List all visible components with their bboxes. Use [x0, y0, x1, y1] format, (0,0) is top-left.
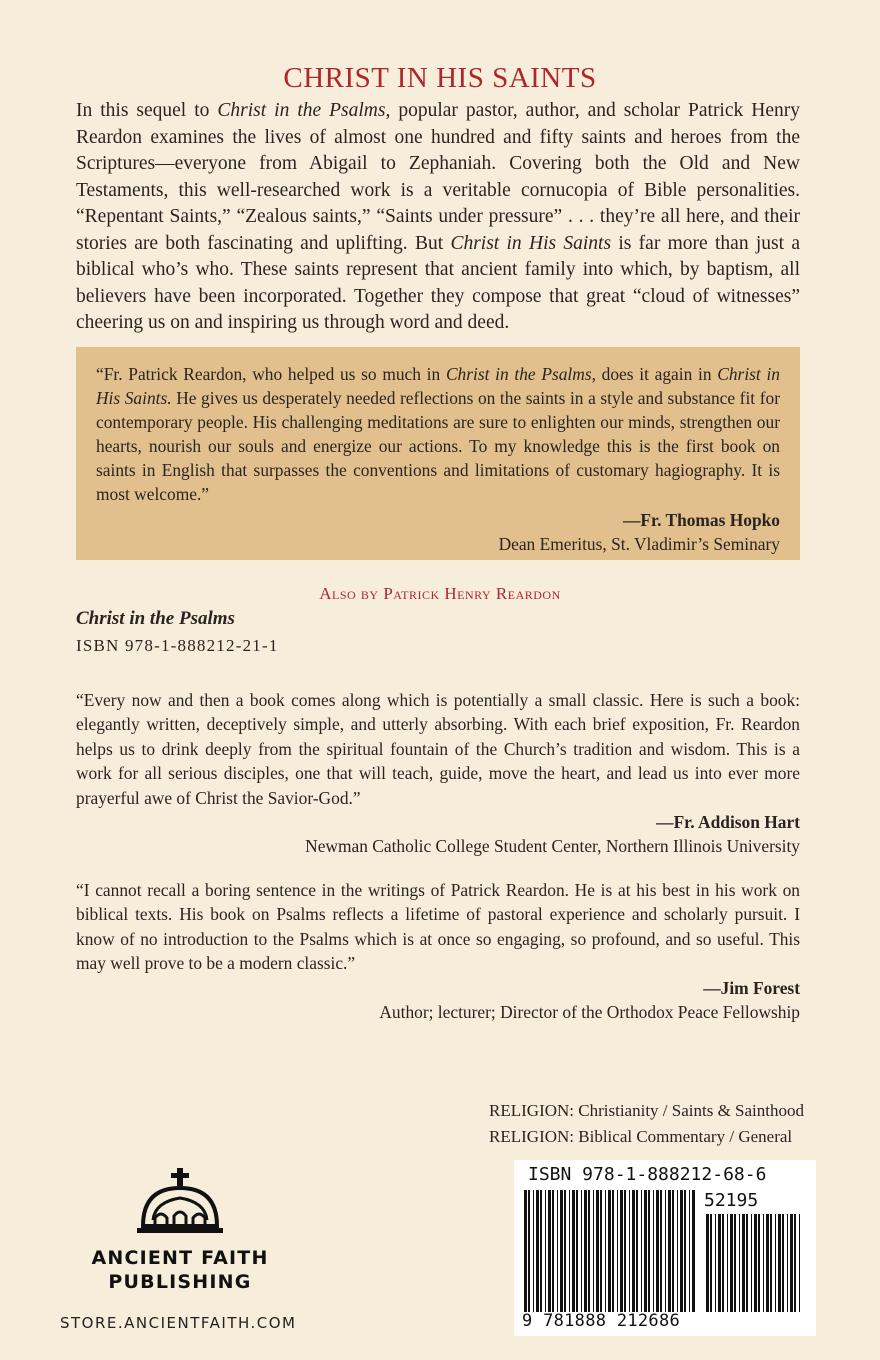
description-text-3: is far more than just a biblical who’s who. These saints represent that ancient family into which, by baptism, all believers have been incorporated. Together they compose that great “cloud of witnesses” cheering us on and inspiring us through word and deed.	[76, 232, 801, 333]
barcode-bar	[576, 1190, 578, 1312]
barcode-bar	[564, 1190, 566, 1312]
barcode-panel	[514, 1160, 816, 1336]
publisher-website: STORE.ANCIENTFAITH.COM	[60, 1314, 297, 1332]
review-quote: “I cannot recall a boring sentence in the writings of Patrick Reardon. He is at his best in his work on biblical texts. His book on Psalms reflects a lifetime of pastoral experience and scholarly pursuit. I know of no introduction to the Psalms which is at once so engaging, so profound, and so useful. This may well prove to be a modern classic.”	[76, 880, 800, 974]
barcode-isbn-text: ISBN 978-1-888212-68-6	[528, 1164, 767, 1185]
barcode-bar	[528, 1190, 530, 1312]
barcode-bar	[641, 1190, 642, 1312]
church-dome-icon	[135, 1168, 225, 1246]
book-description	[76, 98, 800, 337]
barcode-bar	[569, 1190, 570, 1312]
barcode-bar	[727, 1214, 728, 1312]
barcode-bar	[617, 1190, 618, 1312]
barcode-bar	[730, 1214, 733, 1312]
barcode-price-code: 52195	[704, 1190, 759, 1211]
quote-book-ref: Christ in the Psalms,	[445, 364, 596, 384]
bisac-categories	[489, 1098, 804, 1150]
barcode-bar	[758, 1214, 760, 1312]
barcode-bar	[710, 1214, 712, 1312]
review	[76, 878, 800, 1024]
review-role: Newman Catholic College Student Center, Northern Illinois University	[305, 836, 800, 857]
review-role: Author; lecturer; Director of the Orthodox Peace Fellowship	[379, 1001, 800, 1022]
barcode-bar	[684, 1190, 686, 1312]
ean-barcode	[522, 1190, 698, 1312]
review	[76, 688, 800, 858]
barcode-bar	[608, 1190, 611, 1312]
barcode-bar	[605, 1190, 606, 1312]
publisher-name-line2: PUBLISHING	[108, 1271, 252, 1293]
barcode-bar	[588, 1190, 590, 1312]
barcode-bar	[524, 1190, 527, 1312]
barcode-bar	[545, 1190, 546, 1312]
description-book-ref-1: Christ in the Psalms,	[217, 100, 391, 121]
description-book-ref-2: Christ in His Saints	[450, 232, 612, 254]
barcode-bar	[739, 1214, 740, 1312]
barcode-bar	[715, 1214, 716, 1312]
barcode-bar	[584, 1190, 587, 1312]
barcode-bar	[672, 1190, 674, 1312]
also-by-heading: Also by Patrick Henry Reardon	[319, 584, 561, 603]
barcode-bar	[680, 1190, 683, 1312]
barcode-bar	[648, 1190, 650, 1312]
barcode-bar	[742, 1214, 745, 1312]
also-by-book-title: Christ in the Psalms	[76, 608, 235, 629]
barcode-bar	[557, 1190, 558, 1312]
barcode-bar	[787, 1214, 788, 1312]
publisher-name-line1: ANCIENT FAITH	[91, 1247, 269, 1269]
price-barcode	[704, 1214, 804, 1312]
barcode-bar	[593, 1190, 594, 1312]
barcode-bar	[751, 1214, 752, 1312]
review-author: —Fr. Addison Hart	[656, 812, 800, 833]
barcode-bar	[632, 1190, 635, 1312]
barcode-bar	[560, 1190, 563, 1312]
review-author: —Jim Forest	[703, 977, 800, 998]
book-title: CHRIST IN HIS SAINTS	[283, 62, 597, 94]
barcode-bar	[782, 1214, 784, 1312]
also-by-isbn: ISBN 978-1-888212-21-1	[76, 636, 279, 655]
barcode-bar	[552, 1190, 554, 1312]
barcode-bar	[754, 1214, 757, 1312]
quote-part: does it again in	[595, 364, 718, 384]
barcode-bar	[644, 1190, 647, 1312]
quote-book-ref: Christ in His Saints.	[96, 364, 781, 408]
barcode-bar	[763, 1214, 764, 1312]
barcode-bar	[533, 1190, 534, 1312]
barcode-bar	[790, 1214, 793, 1312]
barcode-bar	[665, 1190, 666, 1312]
featured-endorsement	[76, 347, 800, 560]
barcode-bar	[624, 1190, 626, 1312]
barcode-bar	[548, 1190, 551, 1312]
barcode-digits: 9 781888 212686	[522, 1311, 681, 1331]
barcode-bar	[746, 1214, 748, 1312]
barcode-bar	[770, 1214, 772, 1312]
barcode-bar	[778, 1214, 781, 1312]
description-text-2: popular pastor, author, and scholar Patrick Henry Reardon examines the lives of almost one hundred and fifty saints and heroes from the Scriptures—everyone from Abigail to Zephaniah. Covering both the Old and New Testaments, this well-researched work is a veritable cornucopia of Bible personalities. “Repentant Saints,” “Zealous saints,” “Saints under pressure” . . . they’re all here, and their stories are both fascinating and uplifting. But	[76, 100, 800, 254]
barcode-bar	[612, 1190, 614, 1312]
quote-part: “Fr. Patrick Reardon, who helped us so much in	[96, 364, 446, 384]
barcode-bar	[581, 1190, 582, 1312]
barcode-bar	[766, 1214, 769, 1312]
barcode-bar	[668, 1190, 671, 1312]
barcode-bar	[596, 1190, 599, 1312]
barcode-bar	[692, 1190, 695, 1312]
endorsement-quote	[96, 362, 780, 506]
category-line: RELIGION: Biblical Commentary / General	[489, 1127, 793, 1146]
barcode-bar	[775, 1214, 776, 1312]
description-text-1: In this sequel to	[76, 100, 218, 121]
barcode-bar	[689, 1190, 690, 1312]
barcode-bar	[636, 1190, 638, 1312]
barcode-bar	[722, 1214, 724, 1312]
endorsement-author: —Fr. Thomas Hopko	[622, 510, 780, 530]
quote-part: He gives us desperately needed reflections on the saints in a style and substance fit for contemporary people. His challenging meditations are sure to enlighten our minds, strengthen our hearts, nourish our souls and energize our actions. To my knowledge this is the first book on saints in English that surpasses the conventions and limitations of customary hagiography. It is most welcome.”	[96, 388, 780, 504]
barcode-bar	[656, 1190, 659, 1312]
barcode-bar	[653, 1190, 654, 1312]
publisher-logo	[80, 1168, 280, 1294]
endorsement-role: Dean Emeritus, St. Vladimir’s Seminary	[498, 534, 780, 554]
category-line: RELIGION: Christianity / Saints & Sainthood	[489, 1101, 804, 1120]
barcode-bar	[536, 1190, 539, 1312]
barcode-bar	[540, 1190, 542, 1312]
barcode-bar	[799, 1214, 800, 1312]
barcode-bar	[718, 1214, 721, 1312]
barcode-bar	[734, 1214, 736, 1312]
barcode-bar	[629, 1190, 630, 1312]
barcode-bar	[677, 1190, 678, 1312]
barcode-bar	[706, 1214, 709, 1312]
barcode-bar	[794, 1214, 796, 1312]
barcode-bar	[620, 1190, 623, 1312]
barcode-bar	[660, 1190, 662, 1312]
review-quote: “Every now and then a book comes along which is potentially a small classic. Here is such a book: elegantly written, deceptively simple, and utterly absorbing. With each brief exposition, Fr. Reardon helps us to drink deeply from the spiritual fountain of the Church’s tradition and wisdom. This is a work for all serious disciples, one that will teach, guide, move the heart, and lead us into ever more prayerful awe of Christ the Savior-God.”	[76, 690, 800, 808]
barcode-bar	[572, 1190, 575, 1312]
barcode-bar	[600, 1190, 602, 1312]
